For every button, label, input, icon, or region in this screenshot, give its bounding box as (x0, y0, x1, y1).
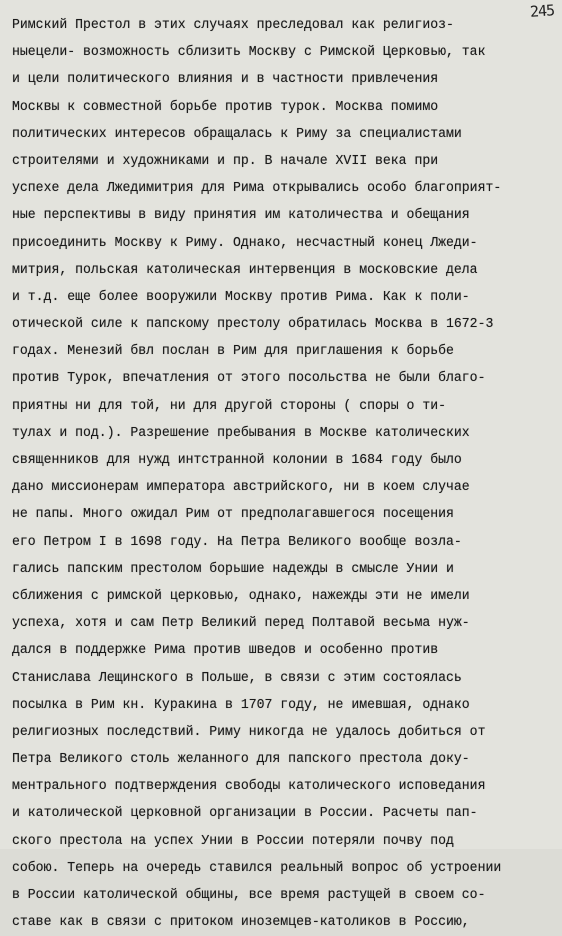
text-line: строителями и художниками и пр. В начале XVII века при (12, 153, 439, 169)
text-line: сближения с римской церковью, однако, нажежды эти не имели (12, 588, 470, 604)
text-line: гались папским престолом борьшие надежды в смысле Унии и (12, 561, 454, 577)
text-line: ского престола на успех Унии в России потеряли почву под (12, 833, 454, 849)
text-line: собою. Теперь на очередь ставился реальный вопрос об устроении (12, 860, 502, 876)
text-line: годах. Менезий бвл послан в Рим для приглашения к борьбе (12, 344, 454, 360)
text-line: успеха, хотя и сам Петр Великий перед Полтавой весьма нуж- (12, 616, 470, 632)
text-line: приятны ни для той, ни для другой стороны ( споры о ти- (12, 398, 447, 414)
text-line: посылка в Рим кн. Куракина в 1707 году, не имевшая, однако (12, 697, 470, 713)
text-line: в России католической общины, все время растущей в своем со- (12, 888, 486, 903)
text-line: против Турок, впечатления от этого посольства не были благо- (12, 371, 486, 387)
text-line: Станислава Лещинского в Польше, в связи с этим состоялась (12, 670, 462, 686)
text-line: дано миссионерам императора австрийского, ни в коем случае (12, 480, 470, 496)
text-line: митрия, польская католическая интервенция в московские дела (12, 262, 478, 278)
text-line: ставе как в связи с притоком иноземцев-католиков в Россию, (12, 915, 470, 931)
text-line: Москвы к совместной борьбе против турок. Москва помимо (12, 99, 439, 115)
text-line: тулах и под.). Разрешение пребывания в Москве католических (12, 425, 470, 441)
text-line: успехе дела Лжедимитрия для Рима открывались особо благоприят- (12, 181, 502, 197)
text-line: и т.д. еще более вооружили Москву против Рима. Как к поли- (12, 289, 470, 305)
text-line: священников для нужд интстранной колонии в 1684 году было (12, 453, 462, 468)
text-line: его Петром I в 1698 году. На Петра Великого вообще возла- (12, 534, 462, 550)
text-line: ментрального подтверждения свободы католического исповедания (12, 779, 486, 795)
text-line: Римский Престол в этих случаях преследовал как религиоз- (12, 18, 454, 33)
text-line: отической силе к папскому престолу обратилась Москва в 1672-3 (12, 317, 494, 333)
text-line: не папы. Много ожидал Рим от предполагавшегося посещения (12, 507, 454, 523)
text-line: присоединить Москву к Риму. Однако, несчастный конец Лжеди- (12, 235, 478, 251)
text-line: религиозных последствий. Риму никогда не удалось добиться от (12, 724, 486, 740)
text-line: ные перспективы в виду принятия им католичества и обещания (12, 208, 470, 224)
text-line: и цели политического влияния и в частности привлечения (12, 72, 439, 88)
page-number: 245 (529, 1, 555, 21)
text-line: ныецели- возможность сблизить Москву с Римской Церковью, так (12, 45, 486, 61)
text-line: и католической церковной организации в России. Расчеты пап- (12, 806, 478, 822)
body-text (0, 12, 562, 936)
text-line: дался в поддержке Рима против шведов и особенно против (12, 643, 439, 659)
text-line: политических интересов обращалась к Риму за специалистами (12, 126, 462, 142)
text-line: Петра Великого столь желанного для папского престола доку- (12, 752, 470, 768)
